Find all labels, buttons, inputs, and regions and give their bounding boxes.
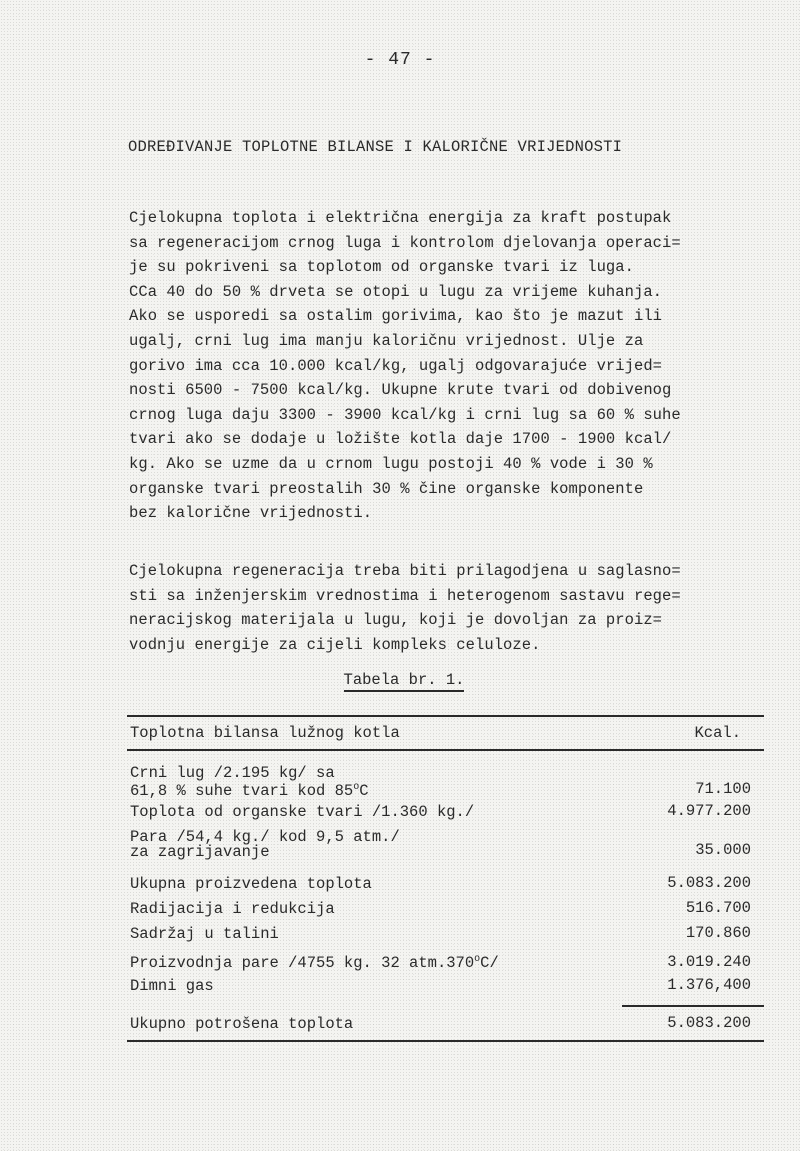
row-label-line: Ukupna proizvedena toplota — [130, 875, 372, 893]
table-header-rule — [127, 749, 764, 751]
row-label — [130, 877, 751, 892]
subtotal-rule — [622, 1005, 764, 1007]
paragraph-1-line: Cjelokupna toplota i električna energija za kraft postupak — [129, 209, 672, 227]
row-label — [130, 927, 751, 942]
table-row — [130, 766, 751, 798]
paragraph-2 — [129, 559, 681, 657]
section-heading: ODREĐIVANJE TOPLOTNE BILANSE I KALORIČNE VRIJEDNOSTI — [128, 138, 623, 156]
paragraph-1-line: organske tvari preostalih 30 % čine organske komponente — [129, 479, 644, 498]
table-total-row — [130, 1013, 751, 1033]
row-label-line: Toplota od organske tvari /1.360 kg./ — [130, 803, 475, 821]
table-row — [130, 975, 751, 995]
paragraph-1-line: crnog luga daju 3300 - 3900 kcal/kg i crni lug sa 60 % suhe — [129, 405, 681, 424]
table-header-value: Kcal. — [694, 724, 741, 742]
paragraph-1-line: nosti 6500 - 7500 kcal/kg. Ukupne krute tvari od dobivenog — [129, 381, 672, 400]
paragraph-2-line: sti sa inženjerskim vrednostima i heterogenom sastavu rege= — [129, 586, 681, 605]
paragraph-1-line: sa regeneracijom crnog luga i kontrolom djelovanja operaci= — [129, 233, 681, 252]
table-top-rule — [127, 715, 764, 717]
table-row — [130, 898, 751, 918]
row-value: 170.860 — [685, 923, 751, 942]
table-bottom-rule — [127, 1040, 764, 1042]
table-row — [130, 923, 751, 943]
paragraph-1-line: Ako se usporedi sa ostalim gorivima, kao što je mazut ili — [129, 307, 663, 326]
row-value: 35.000 — [695, 841, 751, 859]
row-label-line: Dimni gas — [130, 977, 214, 995]
table-caption-wrap — [0, 671, 800, 689]
paragraph-1-line: tvari ako se dodaje u ložište kotla daje 1700 - 1900 kcal/ — [129, 430, 672, 449]
paragraph-1-line: je su pokriveni sa toplotom od organske tvari iz luga. — [129, 258, 634, 277]
row-value: 516.700 — [685, 898, 751, 917]
row-label — [130, 979, 751, 994]
paragraph-1-line: kg. Ako se uzme da u crnom lugu postoji 40 % vode i 30 % — [129, 454, 653, 473]
row-label-line: za zagrijavanje — [130, 842, 270, 861]
row-value: 1.376,400 — [667, 975, 751, 994]
page-number: - 47 - — [364, 50, 436, 70]
row-label-line: Sadržaj u talini — [130, 925, 279, 943]
table-row — [130, 873, 751, 893]
paragraph-1-line: gorivo ima cca 10.000 kcal/kg, ugalj odgovarajuće vrijed= — [129, 356, 663, 375]
table-row — [130, 801, 751, 821]
row-label — [130, 766, 751, 798]
paragraph-1-line: bez kalorične vrijednosti. — [129, 504, 373, 523]
row-label — [130, 805, 751, 820]
paragraph-2-line: neracijskog materijala u lugu, koji je dovoljan za proiz= — [129, 611, 663, 630]
total-value: 5.083.200 — [667, 1013, 751, 1032]
row-label-line: Para /54,4 kg./ kod 9,5 atm./ — [130, 828, 400, 846]
row-label-line: Proizvodnja pare /4755 kg. 32 atm.370$^o$C/ — [130, 954, 499, 972]
table-caption: Tabela br. 1. — [344, 671, 465, 692]
row-label — [130, 830, 751, 859]
table-row — [130, 953, 751, 971]
table-row — [130, 830, 751, 859]
row-value: 71.100 — [695, 780, 751, 798]
total-label: Ukupno potrošena toplota — [130, 1015, 354, 1033]
row-label-line: Radijacija i redukcija — [130, 900, 335, 918]
row-value: 4.977.200 — [667, 801, 751, 820]
row-value: 5.083.200 — [667, 873, 751, 892]
paragraph-2-line: vodnju energije za cijeli kompleks celuloze. — [129, 635, 541, 654]
paragraph-1-line: ugalj, crni lug ima manju kaloričnu vrijednost. Ulje za — [129, 331, 644, 350]
row-label-line: 61,8 % suhe tvari kod 85$^o$C — [130, 781, 369, 800]
paragraph-1-line: CCa 40 do 50 % drveta se otopi u lugu za vrijeme kuhanja. — [129, 282, 663, 301]
row-label-line: Crni lug /2.195 kg/ sa — [130, 764, 335, 782]
row-label — [130, 953, 751, 971]
row-value: 3.019.240 — [667, 952, 751, 971]
paragraph-1 — [129, 206, 681, 526]
paragraph-2-line: Cjelokupna regeneracija treba biti prilagodjena u saglasno= — [129, 562, 681, 580]
row-label — [130, 902, 751, 917]
table-header-label: Toplotna bilansa lužnog kotla — [130, 724, 400, 742]
